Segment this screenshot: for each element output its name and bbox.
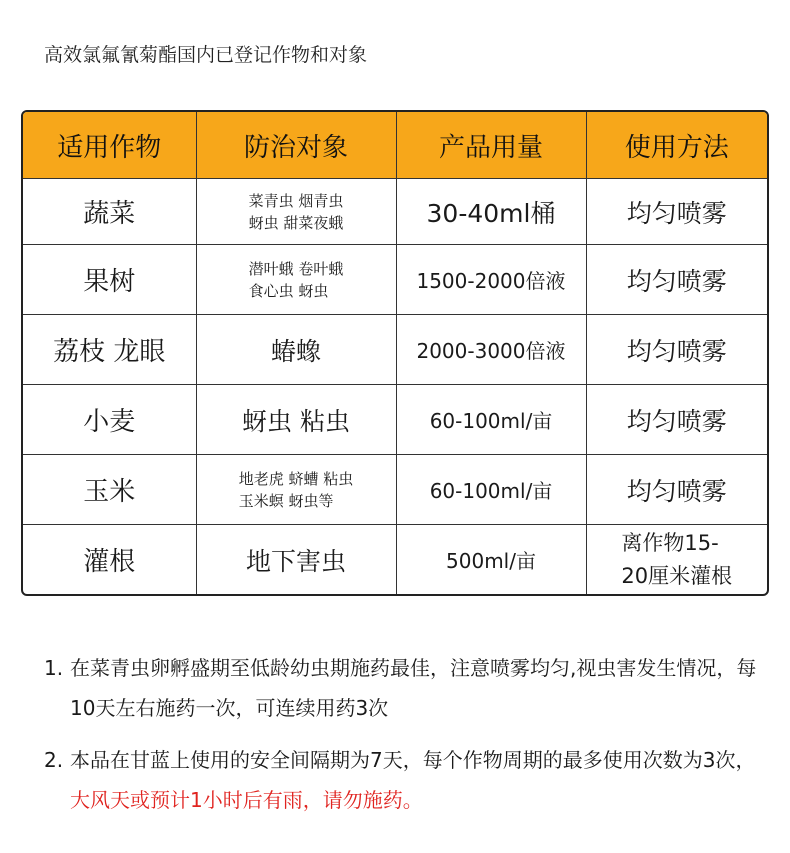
- target-cell: [196, 179, 396, 245]
- page-title: 高效氯氟氰菊酯国内已登记作物和对象: [44, 44, 368, 66]
- table-row: [23, 525, 767, 595]
- crop-cell: 蔬菜: [23, 179, 196, 245]
- target-line: 菜青虫 烟青虫: [248, 191, 344, 210]
- table-header-row: [23, 112, 767, 179]
- method-cell: 均匀喷雾: [586, 179, 767, 245]
- note-body: [70, 740, 764, 820]
- target-cell: [196, 245, 396, 315]
- dose-cell: 60-100ml/亩: [396, 455, 586, 525]
- dose-cell: 1500-2000倍液: [396, 245, 586, 315]
- method-cell: 均匀喷雾: [586, 385, 767, 455]
- note-text: 本品在甘蓝上使用的安全间隔期为7天，每个作物周期的最多使用次数为3次，: [70, 748, 756, 772]
- warning-text: 大风天或预计1小时后有雨，请勿施药。: [70, 788, 423, 812]
- crop-cell: 玉米: [23, 455, 196, 525]
- table-row: [23, 179, 767, 245]
- dose-cell: 500ml/亩: [396, 525, 586, 595]
- note-item: [44, 740, 764, 820]
- header-dose: 产品用量: [396, 112, 586, 179]
- method-cell: 均匀喷雾: [586, 245, 767, 315]
- notes-section: [44, 648, 764, 832]
- target-cell: 蚜虫 粘虫: [196, 385, 396, 455]
- target-line: 地老虎 蛴螬 粘虫: [238, 469, 354, 488]
- method-line: 20厘米灌根: [621, 563, 733, 588]
- dose-cell: 60-100ml/亩: [396, 385, 586, 455]
- header-method: 使用方法: [586, 112, 767, 179]
- note-number: 2.: [44, 748, 64, 772]
- target-cell: 蝽蟓: [196, 315, 396, 385]
- method-cell: 均匀喷雾: [586, 315, 767, 385]
- dose-cell: 30-40ml桶: [396, 179, 586, 245]
- registration-table: [21, 110, 769, 596]
- target-cell: 地下害虫: [196, 525, 396, 595]
- method-cell: [586, 525, 767, 595]
- header-crop: 适用作物: [23, 112, 196, 179]
- header-target: 防治对象: [196, 112, 396, 179]
- note-item: [44, 648, 764, 728]
- target-line: 食心虫 蚜虫: [248, 281, 329, 300]
- note-number: 1.: [44, 656, 64, 680]
- table-row: [23, 245, 767, 315]
- crop-cell: 荔枝 龙眼: [23, 315, 196, 385]
- target-line: 蚜虫 甜菜夜蛾: [248, 213, 344, 232]
- table-row: [23, 385, 767, 455]
- target-line: 潜叶蛾 卷叶蛾: [248, 259, 344, 278]
- crop-cell: 小麦: [23, 385, 196, 455]
- note-text: 在菜青虫卵孵盛期至低龄幼虫期施药最佳，注意喷雾均匀,视虫害发生情况，每10天左右施药一次，可连续用药3次: [70, 656, 757, 720]
- target-line: 玉米螟 蚜虫等: [238, 491, 334, 510]
- dose-cell: 2000-3000倍液: [396, 315, 586, 385]
- table-row: [23, 315, 767, 385]
- method-line: 离作物15-: [621, 530, 719, 555]
- crop-cell: 果树: [23, 245, 196, 315]
- crop-cell: 灌根: [23, 525, 196, 595]
- target-cell: [196, 455, 396, 525]
- table-row: [23, 455, 767, 525]
- method-cell: 均匀喷雾: [586, 455, 767, 525]
